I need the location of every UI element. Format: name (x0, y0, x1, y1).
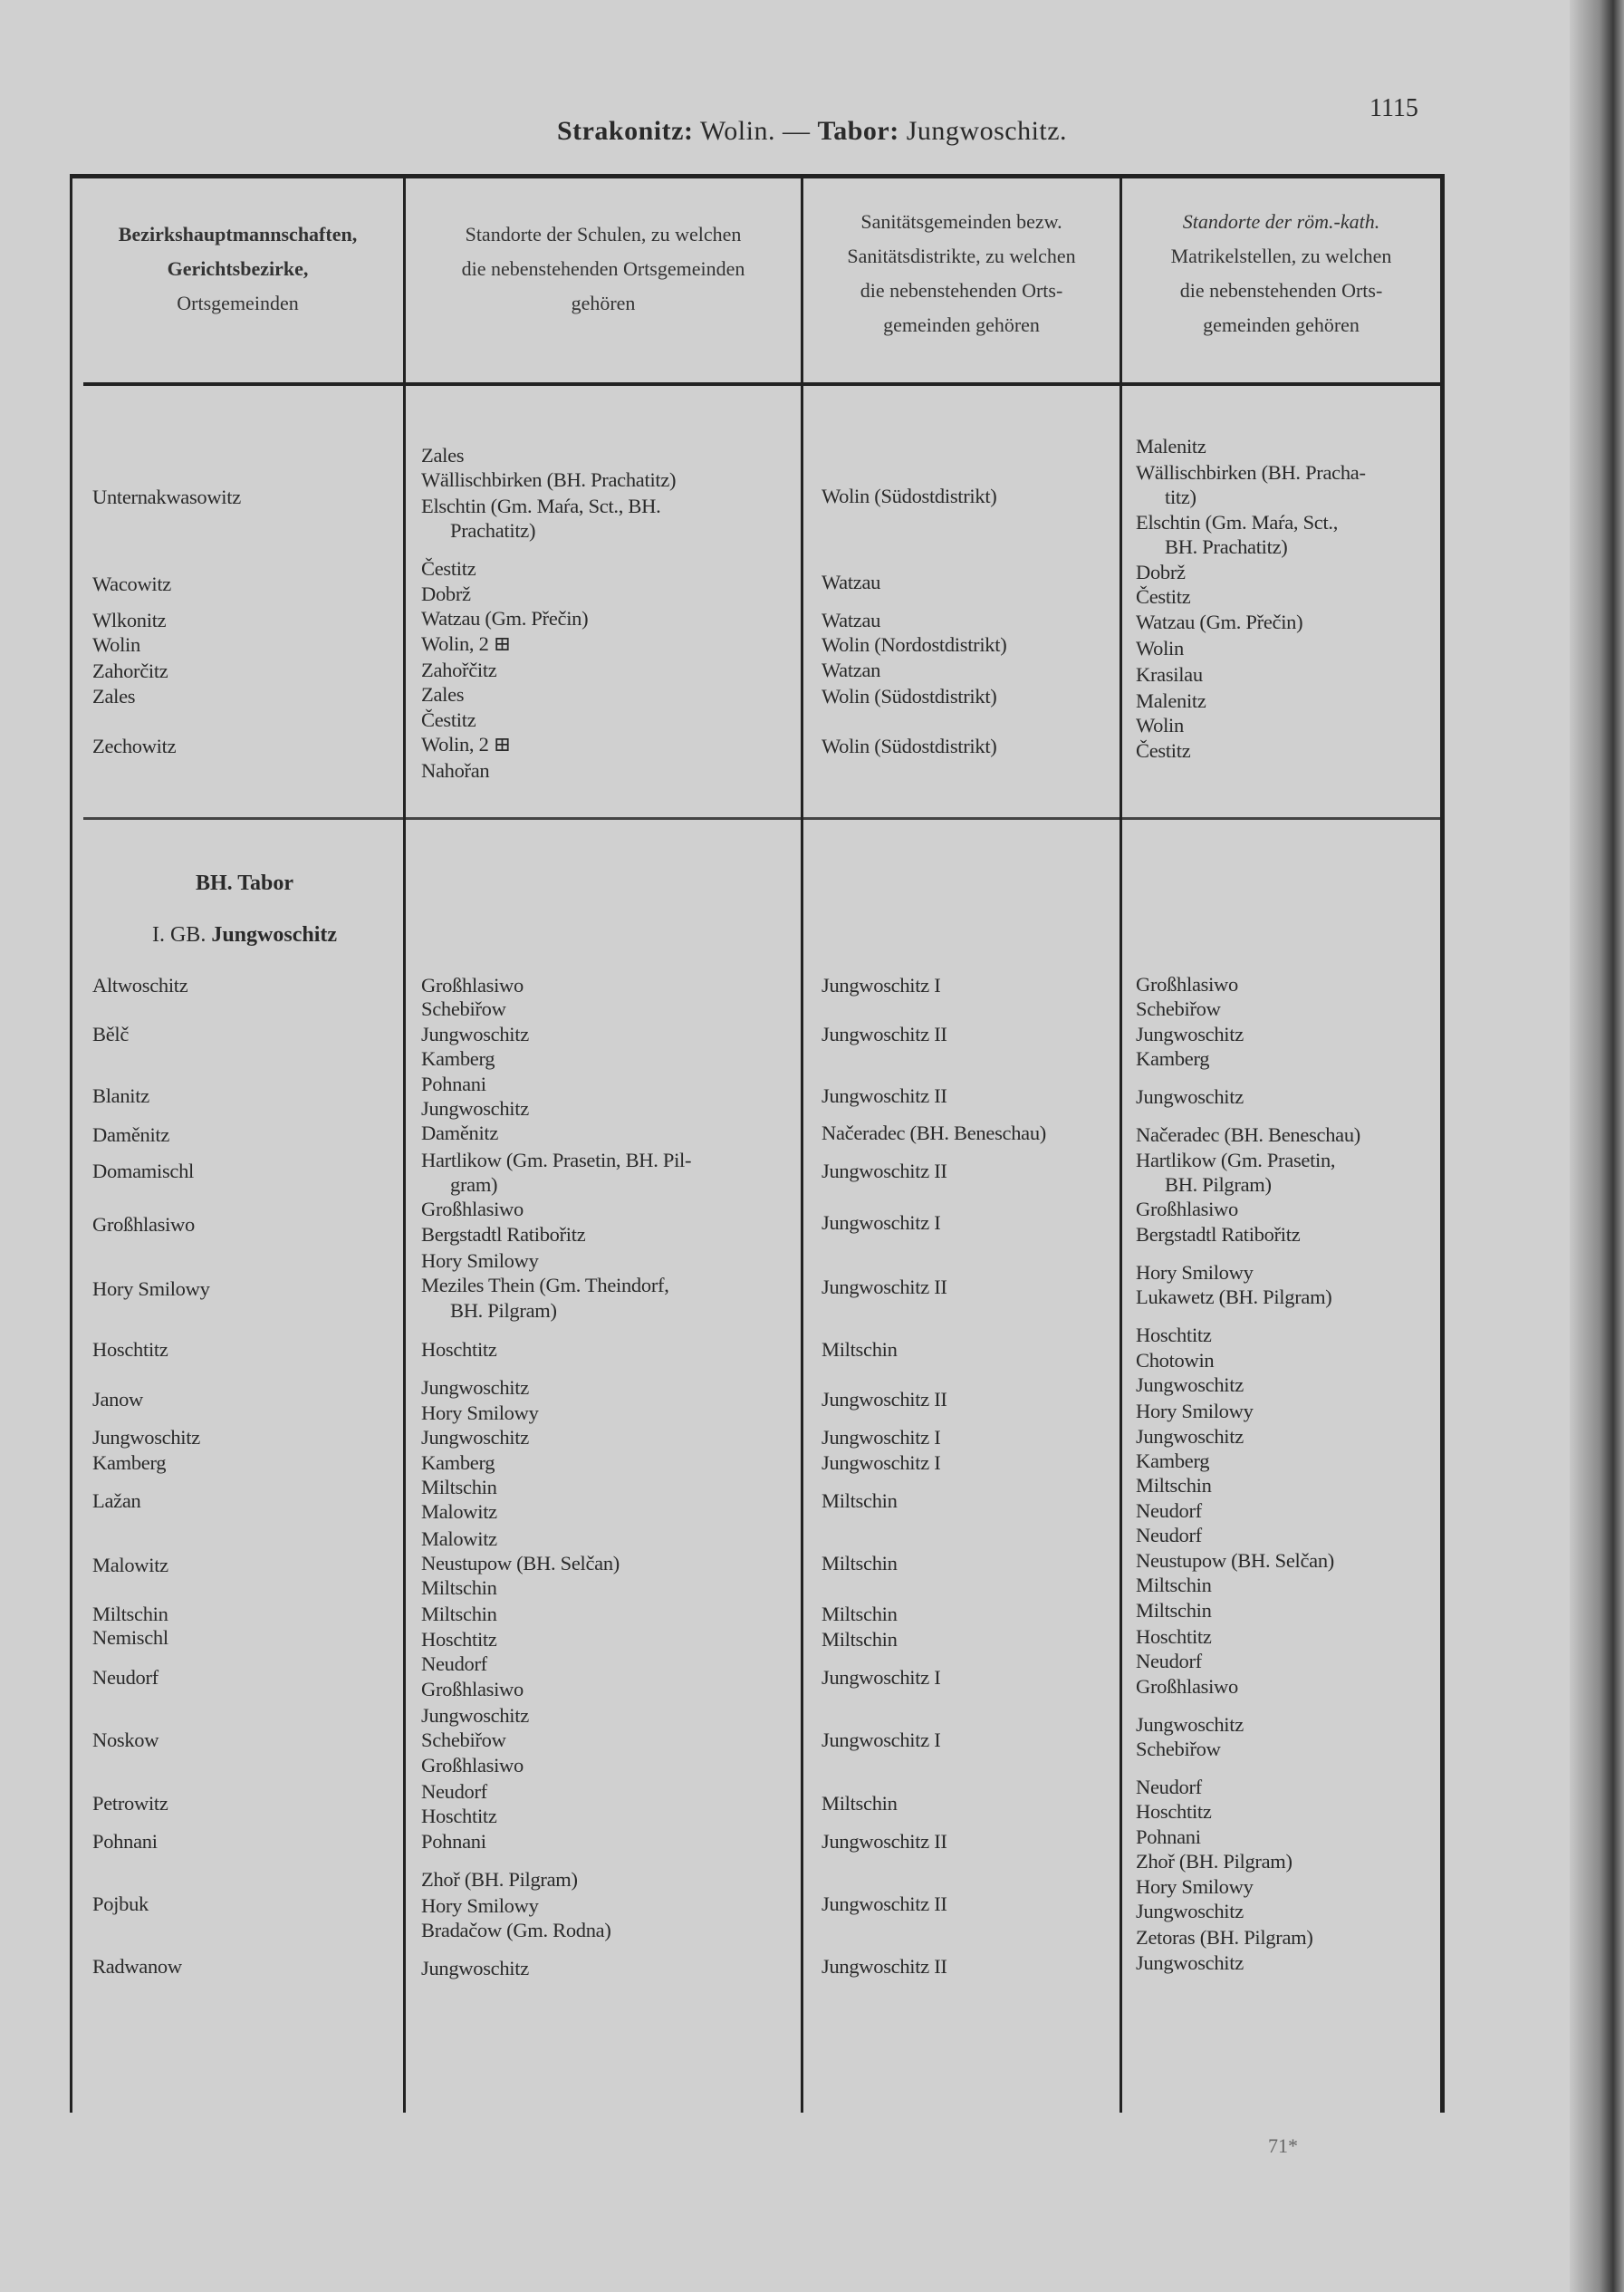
sanitary-district: Jungwoschitz II (822, 1830, 947, 1853)
court-district-heading (82, 923, 408, 948)
parish-register: BH. Prachatitz) (1165, 535, 1288, 558)
parish-register: Zhoř (BH. Pilgram) (1136, 1850, 1292, 1873)
parish-register: Großhlasiwo (1136, 1675, 1238, 1698)
sanitary-district: Wolin (Südostdistrikt) (822, 735, 997, 757)
column-divider-1 (403, 174, 406, 2113)
parish-register: Malenitz (1136, 689, 1206, 712)
sanitary-district: Miltschin (822, 1552, 898, 1575)
municipality-name: Jungwoschitz (92, 1426, 200, 1449)
title-text-2: Jungwoschitz. (898, 116, 1068, 146)
municipality-name: Zechowitz (92, 735, 177, 757)
school-location: Miltschin (421, 1476, 497, 1498)
parish-register: Miltschin (1136, 1599, 1212, 1622)
header-col2-line: die nebenstehenden Ortsgemeinden (461, 257, 745, 280)
parish-register: Jungwoschitz (1136, 1425, 1244, 1448)
parish-register: Kamberg (1136, 1047, 1210, 1070)
sanitary-district: Načeradec (BH. Beneschau) (822, 1122, 1046, 1144)
sanitary-district: Jungwoschitz I (822, 1666, 941, 1689)
school-location: Großhlasiwo (421, 974, 524, 997)
school-location: Jungwoschitz (421, 1023, 529, 1045)
parish-register: Schebiřow (1136, 1738, 1221, 1760)
sanitary-district: Jungwoschitz II (822, 1276, 947, 1298)
school-location: Neudorf (421, 1780, 487, 1803)
table-top-rule (70, 174, 1445, 178)
parish-register: Krasilau (1136, 663, 1203, 686)
school-location: Elschtin (Gm. Maŕa, Sct., BH. (421, 495, 661, 517)
column-divider-2 (801, 174, 803, 2113)
header-col4 (1122, 205, 1440, 342)
parish-register: Hoschtitz (1136, 1324, 1212, 1346)
school-location: Meziles Thein (Gm. Theindorf, (421, 1274, 669, 1296)
municipality-name: Altwoschitz (92, 974, 188, 997)
school-location: Nahořan (421, 759, 490, 782)
parish-register: BH. Pilgram) (1165, 1173, 1272, 1196)
sanitary-district: Watzau (822, 609, 881, 631)
parish-register: Neudorf (1136, 1524, 1202, 1546)
municipality-name: Daměnitz (92, 1123, 170, 1146)
header-col3-line: Sanitätsgemeinden bezw. (860, 210, 1062, 233)
school-location: Čestitz (421, 708, 476, 731)
sanitary-district: Jungwoschitz II (822, 1388, 947, 1411)
header-col3 (803, 205, 1120, 342)
header-col3-line: Sanitätsdistrikte, zu welchen (847, 245, 1076, 267)
parish-register: Großhlasiwo (1136, 1198, 1238, 1220)
parish-register: Hory Smilowy (1136, 1875, 1254, 1898)
parish-register: Wolin (1136, 714, 1184, 737)
school-location: Miltschin (421, 1603, 497, 1625)
parish-register: Neudorf (1136, 1650, 1202, 1672)
sanitary-district: Miltschin (822, 1603, 898, 1625)
parish-register: Dobrž (1136, 561, 1186, 583)
court-prefix: I. GB. (151, 923, 207, 947)
parish-register: Čestitz (1136, 739, 1191, 762)
parish-register: Miltschin (1136, 1574, 1212, 1596)
municipality-name: Radwanow (92, 1955, 182, 1978)
header-bottom-rule (83, 382, 1442, 386)
parish-register: Jungwoschitz (1136, 1900, 1244, 1922)
sanitary-district: Watzau (822, 571, 881, 593)
parish-register: titz) (1165, 486, 1196, 508)
sanitary-district: Jungwoschitz II (822, 1160, 947, 1182)
sanitary-district: Watzan (822, 659, 881, 681)
title-text-1: Wolin. — (693, 116, 818, 146)
page-number: 1115 (1369, 94, 1418, 122)
school-location: Čestitz (421, 557, 476, 580)
school-location: Hory Smilowy (421, 1401, 539, 1424)
municipality-name: Bělč (92, 1023, 130, 1045)
school-location: Watzau (Gm. Přečin) (421, 607, 589, 630)
sanitary-district: Jungwoschitz II (822, 1955, 947, 1978)
municipality-name: Zales (92, 685, 136, 708)
school-location: BH. Pilgram) (450, 1299, 557, 1322)
sanitary-district: Wolin (Südostdistrikt) (822, 485, 997, 507)
municipality-name: Hoschtitz (92, 1338, 168, 1361)
school-location: Malowitz (421, 1500, 497, 1523)
sanitary-district: Wolin (Nordostdistrikt) (822, 633, 1007, 656)
parish-register: Chotowin (1136, 1349, 1215, 1372)
municipality-name: Kamberg (92, 1451, 167, 1474)
school-location: Wolin, 2 ⊞ (421, 733, 511, 756)
school-location: Wällischbirken (BH. Prachatitz) (421, 468, 677, 491)
parish-register: Jungwoschitz (1136, 1373, 1244, 1396)
header-col2 (406, 217, 801, 321)
sanitary-district: Jungwoschitz I (822, 1426, 941, 1449)
municipality-name: Neudorf (92, 1666, 159, 1689)
parish-register: Bergstadtl Ratibořitz (1136, 1223, 1301, 1246)
municipality-name: Janow (92, 1388, 143, 1411)
school-location: Neustupow (BH. Selčan) (421, 1552, 620, 1575)
parish-register: Elschtin (Gm. Maŕa, Sct., (1136, 511, 1339, 534)
sanitary-district: Jungwoschitz I (822, 974, 941, 997)
title-district-1: Strakonitz: (556, 116, 694, 146)
sanitary-district: Jungwoschitz II (822, 1023, 947, 1045)
school-location: Jungwoschitz (421, 1376, 529, 1399)
parish-register: Watzau (Gm. Přečin) (1136, 611, 1303, 633)
court-name: Jungwoschitz (211, 923, 338, 947)
school-location: Schebiřow (421, 1729, 506, 1751)
parish-register: Wolin (1136, 637, 1184, 660)
parish-register: Neudorf (1136, 1499, 1202, 1522)
parish-register: Jungwoschitz (1136, 1023, 1244, 1045)
school-location: Schebiřow (421, 997, 506, 1020)
municipality-name: Wlkonitz (92, 609, 167, 631)
parish-register: Schebiřow (1136, 997, 1221, 1020)
school-location: Jungwoschitz (421, 1097, 529, 1120)
municipality-name: Domamischl (92, 1160, 194, 1182)
school-location: Bradačow (Gm. Rodna) (421, 1919, 611, 1941)
sanitary-district: Miltschin (822, 1792, 898, 1815)
municipality-name: Wacowitz (92, 573, 171, 595)
municipality-name: Großhlasiwo (92, 1213, 195, 1236)
parish-register: Neustupow (BH. Selčan) (1136, 1549, 1334, 1572)
parish-register: Jungwoschitz (1136, 1713, 1244, 1736)
signature-mark: 71* (1268, 2134, 1298, 2157)
table-right-border (1440, 174, 1445, 2113)
school-location: Großhlasiwo (421, 1754, 524, 1777)
school-location: gram) (450, 1173, 498, 1196)
school-location: Zhoř (BH. Pilgram) (421, 1868, 578, 1891)
sanitary-district: Miltschin (822, 1489, 898, 1512)
header-col2-line: gehören (571, 292, 636, 314)
parish-register: Lukawetz (BH. Pilgram) (1136, 1286, 1332, 1308)
parish-register: Malenitz (1136, 435, 1206, 457)
parish-register: Hartlikow (Gm. Prasetin, (1136, 1149, 1336, 1171)
municipality-name: Wolin (92, 633, 140, 656)
header-col4-line: gemeinden gehören (1203, 313, 1360, 336)
scan-page-edge (1570, 0, 1624, 2292)
municipality-name: Noskow (92, 1729, 159, 1751)
municipality-name: Blanitz (92, 1084, 149, 1107)
parish-register: Pohnani (1136, 1825, 1201, 1848)
table-left-border (70, 174, 72, 2113)
school-location: Jungwoschitz (421, 1957, 529, 1979)
sanitary-district: Miltschin (822, 1628, 898, 1651)
municipality-name: Nemischl (92, 1626, 168, 1649)
school-location: Jungwoschitz (421, 1704, 529, 1727)
column-divider-3 (1120, 174, 1122, 2113)
school-location: Dobrž (421, 583, 471, 605)
school-location: Kamberg (421, 1451, 495, 1474)
sanitary-district: Jungwoschitz I (822, 1451, 941, 1474)
header-col1-line: Ortsgemeinden (177, 292, 299, 314)
school-location: Jungwoschitz (421, 1426, 529, 1449)
sanitary-district: Miltschin (822, 1338, 898, 1361)
parish-register: Zetoras (BH. Pilgram) (1136, 1926, 1313, 1949)
school-location: Malowitz (421, 1527, 497, 1550)
parish-register: Kamberg (1136, 1449, 1210, 1472)
school-location: Kamberg (421, 1047, 495, 1070)
section-divider-rule (83, 817, 1442, 820)
municipality-name: Petrowitz (92, 1792, 168, 1815)
school-location: Zales (421, 683, 465, 706)
parish-register: Jungwoschitz (1136, 1085, 1244, 1108)
sanitary-district: Jungwoschitz II (822, 1892, 947, 1915)
sanitary-district: Jungwoschitz II (822, 1084, 947, 1107)
header-col1 (72, 217, 403, 321)
header-col1-line: Bezirkshauptmannschaften, (118, 223, 358, 246)
school-location: Pohnani (421, 1073, 486, 1095)
school-location: Miltschin (421, 1576, 497, 1599)
header-col3-line: die nebenstehenden Orts- (860, 279, 1063, 302)
parish-register: Wällischbirken (BH. Pracha- (1136, 461, 1366, 484)
school-location: Wolin, 2 ⊞ (421, 632, 511, 655)
municipality-name: Zahorčitz (92, 660, 168, 682)
parish-register: Neudorf (1136, 1776, 1202, 1798)
school-location: Neudorf (421, 1652, 487, 1675)
school-location: Hoschtitz (421, 1805, 497, 1827)
school-location: Hory Smilowy (421, 1249, 539, 1272)
municipality-name: Pohnani (92, 1830, 158, 1853)
sanitary-district: Wolin (Südostdistrikt) (822, 685, 997, 708)
school-location: Pohnani (421, 1830, 486, 1853)
municipality-name: Unternakwasowitz (92, 486, 241, 508)
school-location: Bergstadtl Ratibořitz (421, 1223, 586, 1246)
title-district-2: Tabor: (817, 116, 899, 146)
sanitary-district: Jungwoschitz I (822, 1211, 941, 1234)
municipality-name: Miltschin (92, 1603, 168, 1625)
parish-register: Jungwoschitz (1136, 1951, 1244, 1974)
school-location: Daměnitz (421, 1122, 499, 1144)
header-col4-line: Matrikelstellen, zu welchen (1170, 245, 1392, 267)
parish-register: Großhlasiwo (1136, 973, 1238, 996)
header-col4-line: Standorte der röm.-kath. (1182, 210, 1380, 233)
municipality-name: Lažan (92, 1489, 141, 1512)
school-location: Hoschtitz (421, 1338, 497, 1361)
header-col2-line: Standorte der Schulen, zu welchen (465, 223, 742, 246)
parish-register: Hory Smilowy (1136, 1261, 1254, 1284)
school-location: Zales (421, 444, 465, 467)
school-location: Zahořčitz (421, 659, 497, 681)
school-location: Hory Smilowy (421, 1894, 539, 1917)
parish-register: Hoschtitz (1136, 1800, 1212, 1823)
parish-register: Načeradec (BH. Beneschau) (1136, 1123, 1360, 1146)
school-location: Großhlasiwo (421, 1678, 524, 1700)
sanitary-district: Jungwoschitz I (822, 1729, 941, 1751)
header-col3-line: gemeinden gehören (883, 313, 1040, 336)
school-location: Hartlikow (Gm. Prasetin, BH. Pil- (421, 1149, 692, 1171)
municipality-name: Hory Smilowy (92, 1277, 210, 1300)
school-location: Hoschtitz (421, 1628, 497, 1651)
school-location: Großhlasiwo (421, 1198, 524, 1220)
parish-register: Hory Smilowy (1136, 1400, 1254, 1422)
municipality-name: Pojbuk (92, 1892, 149, 1915)
header-col4-line: die nebenstehenden Orts- (1179, 279, 1383, 302)
district-heading: BH. Tabor (195, 872, 294, 895)
municipality-name: Malowitz (92, 1554, 168, 1576)
parish-register: Hoschtitz (1136, 1625, 1212, 1648)
school-location: Prachatitz) (450, 519, 536, 542)
parish-register: Miltschin (1136, 1474, 1212, 1497)
header-col1-line: Gerichtsbezirke, (167, 257, 309, 280)
parish-register: Čestitz (1136, 585, 1191, 608)
